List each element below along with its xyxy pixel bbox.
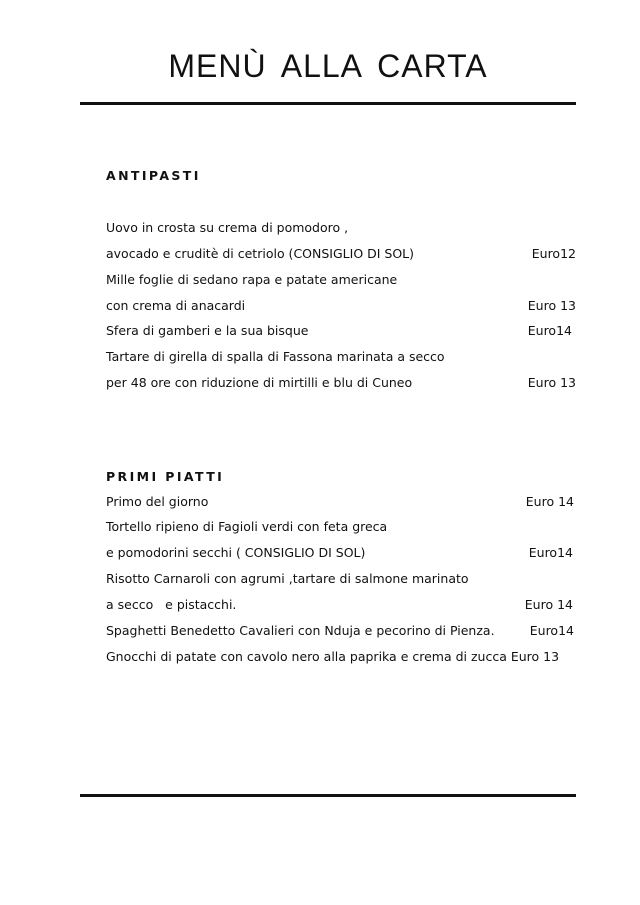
dish-price: Euro 14: [524, 597, 573, 612]
menu-line: [106, 621, 576, 641]
dish-text: avocado e cruditè di cetriolo (CONSIGLIO DI SOL): [106, 246, 415, 261]
dish-text: e pomodorini secchi ( CONSIGLIO DI SOL): [106, 545, 366, 560]
menu-line: [106, 347, 576, 367]
menu-line: [106, 218, 576, 238]
menu-line: [106, 373, 576, 393]
menu-line: [106, 244, 576, 264]
page-title: MENÙ ALLA CARTA: [168, 48, 488, 84]
section-heading-antipasti: ANTIPASTI: [106, 168, 201, 183]
dish-text: Tartare di girella di spalla di Fassona marinata a secco: [106, 349, 445, 364]
dish-text: Sfera di gamberi e la sua bisque: [106, 323, 309, 338]
menu-line: [106, 492, 576, 512]
dish-text: Risotto Carnaroli con agrumi ,tartare di salmone marinato: [106, 571, 469, 586]
dish-text: Spaghetti Benedetto Cavalieri con Nduja e pecorino di Pienza.: [106, 623, 495, 638]
menu-line: [106, 569, 576, 589]
menu-line: [106, 296, 576, 316]
dish-price: Euro 13: [527, 298, 576, 313]
dish-text: Primo del giorno: [106, 494, 209, 509]
dish-text: Tortello ripieno di Fagioli verdi con feta greca: [106, 519, 388, 534]
dish-price: Euro12: [531, 246, 576, 261]
dish-price: Euro 13: [527, 375, 576, 390]
dish-text: a secco e pistacchi.: [106, 597, 237, 612]
dish-text: Gnocchi di patate con cavolo nero alla paprika e crema di zucca Euro 13: [106, 649, 560, 664]
dish-price: Euro14: [527, 323, 572, 338]
dish-text: per 48 ore con riduzione di mirtilli e blu di Cuneo: [106, 375, 413, 390]
top-divider: [80, 102, 576, 105]
menu-line: [106, 321, 576, 341]
menu-line: [106, 595, 576, 615]
menu-line: [106, 647, 576, 667]
dish-price: Euro 14: [525, 494, 574, 509]
menu-line: [106, 543, 576, 563]
menu-line: [106, 517, 576, 537]
bottom-divider: [80, 794, 576, 797]
dish-text: Mille foglie di sedano rapa e patate americane: [106, 272, 398, 287]
dish-price: Euro14: [528, 545, 573, 560]
section-heading-primi-piatti: PRIMI PIATTI: [106, 469, 225, 484]
dish-text: Uovo in crosta su crema di pomodoro ,: [106, 220, 349, 235]
dish-text: con crema di anacardi: [106, 298, 246, 313]
menu-line: [106, 270, 576, 290]
dish-price: Euro14: [529, 623, 574, 638]
